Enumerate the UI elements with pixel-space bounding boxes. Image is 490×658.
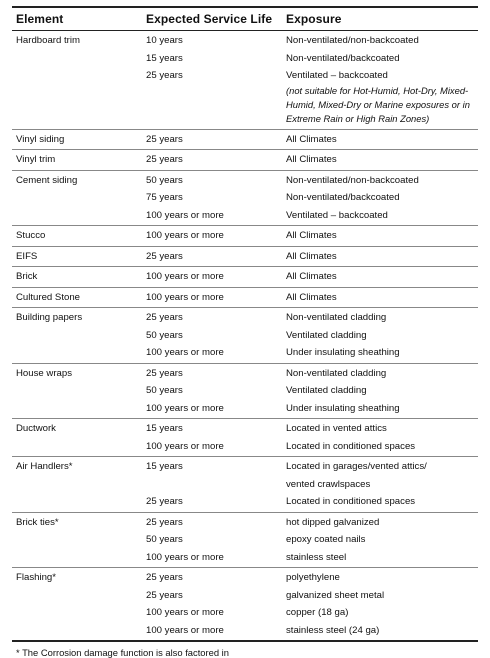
table-row xyxy=(12,420,478,438)
cell-life: 100 years or more xyxy=(146,347,224,359)
cell-life: 100 years or more xyxy=(146,271,224,283)
cell-life: 100 years or more xyxy=(146,230,224,242)
table-row xyxy=(12,131,478,149)
table-row xyxy=(12,476,478,494)
table-row xyxy=(12,172,478,190)
table-group xyxy=(12,226,478,247)
cell-exposure: epoxy coated nails xyxy=(286,534,366,546)
table-row xyxy=(12,604,478,622)
table-group xyxy=(12,31,478,130)
cell-life: 10 years xyxy=(146,35,183,47)
header-life: Expected Service Life xyxy=(146,12,273,26)
table-group xyxy=(12,513,478,569)
header-element: Element xyxy=(16,12,64,26)
cell-exposure: All Climates xyxy=(286,291,337,303)
cell-life: 50 years xyxy=(146,385,183,397)
table-group xyxy=(12,419,478,457)
cell-exposure: Non-ventilated cladding xyxy=(286,312,387,324)
table-row xyxy=(12,549,478,567)
table-group xyxy=(12,568,478,642)
table-group xyxy=(12,247,478,268)
cell-exposure: All Climates xyxy=(286,250,337,262)
cell-life: 100 years or more xyxy=(146,209,224,221)
cell-element: Cement siding xyxy=(16,174,78,186)
table-group xyxy=(12,288,478,309)
table-row xyxy=(12,622,478,640)
cell-life: 100 years or more xyxy=(146,624,224,636)
cell-element: Air Handlers* xyxy=(16,461,73,473)
cell-life: 100 years or more xyxy=(146,402,224,414)
service-life-table xyxy=(12,6,478,658)
cell-exposure: stainless steel (24 ga) xyxy=(286,624,380,636)
table-row xyxy=(12,327,478,345)
cell-exposure: Under insulating sheathing xyxy=(286,402,400,414)
cell-element: Brick xyxy=(16,271,38,283)
table-row xyxy=(12,493,478,511)
cell-exposure: vented crawlspaces xyxy=(286,478,371,490)
header-exposure: Exposure xyxy=(286,12,342,26)
cell-element: Hardboard trim xyxy=(16,35,80,47)
cell-exposure: galvanized sheet metal xyxy=(286,589,385,601)
table-group xyxy=(12,130,478,151)
table-row xyxy=(12,587,478,605)
cell-element: House wraps xyxy=(16,367,72,379)
cell-life: 25 years xyxy=(146,367,183,379)
table-row xyxy=(12,50,478,68)
table-row xyxy=(12,227,478,245)
cell-exposure: Ventilated – backcoated xyxy=(286,70,388,82)
cell-exposure: polyethylene xyxy=(286,572,340,584)
cell-exposure: All Climates xyxy=(286,271,337,283)
cell-exposure: Under insulating sheathing xyxy=(286,347,400,359)
cell-element: Cultured Stone xyxy=(16,291,80,303)
cell-life: 25 years xyxy=(146,250,183,262)
table-row xyxy=(12,207,478,225)
cell-life: 25 years xyxy=(146,133,183,145)
cell-element: Flashing* xyxy=(16,572,56,584)
cell-element: Building papers xyxy=(16,312,83,324)
cell-exposure: Located in conditioned spaces xyxy=(286,496,416,508)
table-row xyxy=(12,248,478,266)
cell-exposure: Ventilated cladding xyxy=(286,329,367,341)
cell-life: 25 years xyxy=(146,496,183,508)
table-note: (not suitable for Hot-Humid, Hot-Dry, Mixed-Humid, Mixed-Dry or Marine exposures or in Extreme Rain or High Rain Zones) xyxy=(286,84,470,124)
cell-element: Stucco xyxy=(16,230,46,242)
cell-life: 100 years or more xyxy=(146,440,224,452)
cell-exposure: Located in vented attics xyxy=(286,423,387,435)
table-row xyxy=(12,365,478,383)
table-row xyxy=(12,268,478,286)
table-group xyxy=(12,457,478,513)
table-row xyxy=(12,569,478,587)
table-row xyxy=(12,382,478,400)
cell-exposure: Non-ventilated cladding xyxy=(286,367,387,379)
cell-life: 50 years xyxy=(146,534,183,546)
cell-exposure: stainless steel xyxy=(286,551,347,563)
cell-life: 25 years xyxy=(146,70,183,82)
cell-exposure: hot dipped galvanized xyxy=(286,516,380,528)
table-row xyxy=(12,438,478,456)
cell-life: 25 years xyxy=(146,516,183,528)
cell-exposure: Ventilated cladding xyxy=(286,385,367,397)
table-row xyxy=(12,151,478,169)
cell-exposure: Non-ventilated/non-backcoated xyxy=(286,35,419,47)
table-row xyxy=(12,289,478,307)
cell-exposure: All Climates xyxy=(286,230,337,242)
cell-element: Vinyl siding xyxy=(16,133,65,145)
table-row xyxy=(12,344,478,362)
cell-exposure: All Climates xyxy=(286,154,337,166)
cell-exposure: All Climates xyxy=(286,133,337,145)
cell-life: 100 years or more xyxy=(146,291,224,303)
cell-exposure: Non-ventilated/backcoated xyxy=(286,52,400,64)
table-group xyxy=(12,150,478,171)
table-row xyxy=(12,531,478,549)
table-group xyxy=(12,267,478,288)
cell-life: 75 years xyxy=(146,192,183,204)
cell-life: 15 years xyxy=(146,52,183,64)
cell-life: 100 years or more xyxy=(146,607,224,619)
cell-exposure: Ventilated – backcoated xyxy=(286,209,388,221)
cell-life: 25 years xyxy=(146,312,183,324)
table-body xyxy=(12,31,478,642)
cell-life: 50 years xyxy=(146,329,183,341)
cell-life: 25 years xyxy=(146,589,183,601)
cell-exposure: copper (18 ga) xyxy=(286,607,349,619)
table-group xyxy=(12,308,478,364)
cell-exposure: Non-ventilated/backcoated xyxy=(286,192,400,204)
cell-element: Vinyl trim xyxy=(16,154,56,166)
table-row xyxy=(12,309,478,327)
table-row xyxy=(12,458,478,476)
cell-exposure: Located in garages/vented attics/ xyxy=(286,461,427,473)
table-row xyxy=(12,514,478,532)
cell-life: 100 years or more xyxy=(146,551,224,563)
table-group xyxy=(12,364,478,420)
table-group xyxy=(12,171,478,227)
cell-life: 25 years xyxy=(146,572,183,584)
table-row xyxy=(12,189,478,207)
table-row xyxy=(12,32,478,50)
cell-life: 15 years xyxy=(146,461,183,473)
cell-life: 25 years xyxy=(146,154,183,166)
cell-exposure: Non-ventilated/non-backcoated xyxy=(286,174,419,186)
footnote: * The Corrosion damage function is also factored in xyxy=(16,647,229,658)
cell-element: Brick ties* xyxy=(16,516,59,528)
cell-element: Ductwork xyxy=(16,423,56,435)
cell-life: 50 years xyxy=(146,174,183,186)
cell-life: 15 years xyxy=(146,423,183,435)
table-row xyxy=(12,400,478,418)
cell-exposure: Located in conditioned spaces xyxy=(286,440,416,452)
table-row xyxy=(12,67,478,85)
table-header xyxy=(12,6,478,31)
cell-element: EIFS xyxy=(16,250,38,262)
